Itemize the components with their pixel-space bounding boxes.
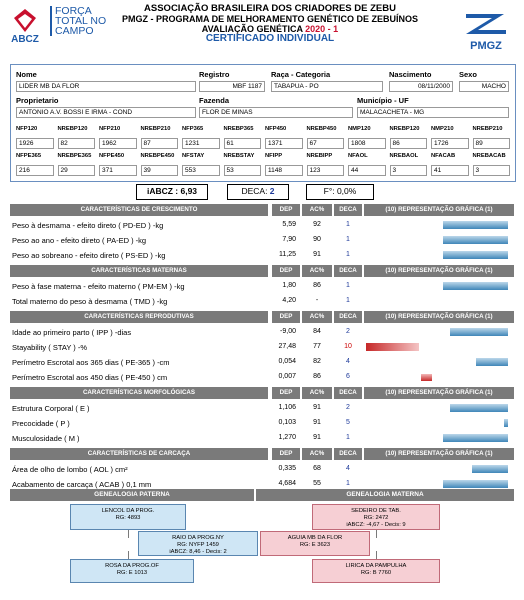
count-value: 82 [58, 138, 96, 149]
col-acc: AC% [302, 387, 332, 399]
col-deca: DECA [334, 387, 362, 399]
count-label: NREBACAB [472, 153, 506, 159]
value-proprietario: ANTONIO A.V. BOSSI E IRMA - COND [16, 107, 196, 118]
count-label: NFACAB [431, 153, 456, 159]
trait-acc: 68 [313, 465, 321, 472]
count-label: NFP450 [265, 126, 287, 132]
trait-bar [450, 404, 508, 412]
label-nascimento: Nascimento [389, 70, 432, 79]
trait-dep: 1,106 [278, 404, 296, 411]
trait-name: Peso ao ano - efeito direto ( PA-ED ) -kg [12, 236, 147, 245]
section-header: CARACTERÍSTICAS REPRODUTIVAS [10, 311, 268, 323]
count-label: NREBP120 [389, 126, 420, 132]
trait-name: Perímetro Escrotal aos 450 dias ( PE-450 ) cm [12, 373, 168, 382]
iabcz-box: iABCZ : 6,93 [136, 184, 208, 200]
deca-box: DECA: 2 [227, 184, 289, 200]
trait-name: Acabamento de carcaça ( ACAB ) 0,1 mm [12, 480, 152, 489]
trait-name: Idade ao primeiro parto ( IPP ) -dias [12, 328, 132, 337]
col-acc: AC% [302, 448, 332, 460]
count-label: NFSTAY [182, 153, 205, 159]
inbreeding-box: F°: 0,0% [306, 184, 374, 200]
trait-bar [421, 374, 432, 381]
trait-dep: 27,48 [278, 343, 296, 350]
count-label: NREBP120 [57, 126, 88, 132]
trait-acc: 91 [313, 404, 321, 411]
count-label: NFP365 [182, 126, 204, 132]
document-title [120, 4, 420, 44]
count-label: NFP210 [99, 126, 121, 132]
trait-deca: 1 [346, 480, 350, 487]
col-dep: DEP [272, 387, 300, 399]
trait-dep: 0,007 [278, 373, 296, 380]
paternal-grandsire: LENCOL DA PROG. RG: 4893 [70, 504, 186, 530]
trait-deca: 1 [346, 434, 350, 441]
trait-name: Peso à fase materna - efeito materno ( PM-EM ) -kg [12, 282, 185, 291]
trait-deca: 1 [346, 297, 350, 304]
slogan-line-1: FORÇA [55, 5, 92, 17]
count-value: 3 [390, 165, 428, 176]
trait-acc: 91 [313, 251, 321, 258]
count-value: 3 [473, 165, 511, 176]
pedigree-line [128, 551, 129, 559]
label-sexo: Sexo [459, 70, 477, 79]
count-label: NFPE365 [16, 153, 42, 159]
count-value: 1148 [265, 165, 303, 176]
trait-acc: - [315, 297, 319, 304]
section-header: CARACTERÍSTICAS DE CARCAÇA [10, 448, 268, 460]
label-nome: Nome [16, 70, 37, 79]
section-header: CARACTERÍSTICAS MORFOLÓGICAS [10, 387, 268, 399]
count-value: 41 [431, 165, 469, 176]
label-raca: Raça - Categoria [271, 70, 331, 79]
evaluation-year: 2020 - 1 [305, 24, 339, 34]
trait-bar [443, 282, 508, 290]
count-value: 61 [224, 138, 262, 149]
trait-dep: 4,684 [278, 480, 296, 487]
trait-dep: 7,90 [282, 236, 296, 243]
col-deca: DECA [334, 265, 362, 277]
trait-name: Stayability ( STAY ) -% [12, 343, 88, 352]
count-label: NFP120 [16, 126, 38, 132]
col-acc: AC% [302, 311, 332, 323]
label-fazenda: Fazenda [199, 96, 230, 105]
svg-text:ABCZ: ABCZ [11, 34, 39, 44]
col-acc: AC% [302, 265, 332, 277]
count-label: NREBIPP [306, 153, 333, 159]
trait-acc: 86 [313, 282, 321, 289]
trait-dep: 5,59 [282, 221, 296, 228]
animal-info-box [10, 64, 516, 182]
value-municipio: MALACACHETA - MG [357, 107, 509, 118]
col-graph: (10) REPRESENTAÇÃO GRÁFICA (1) [364, 265, 514, 277]
count-value: 29 [58, 165, 96, 176]
trait-bar [443, 236, 508, 244]
count-value: 371 [99, 165, 137, 176]
trait-name: Perímetro Escrotal aos 365 dias ( PE-365 ) -cm [12, 358, 170, 367]
trait-deca: 2 [346, 328, 350, 335]
count-label: NREBPE450 [140, 153, 175, 159]
count-label: NMP210 [431, 126, 454, 132]
count-label: NREBP210 [140, 126, 171, 132]
col-acc: AC% [302, 204, 332, 216]
trait-deca: 1 [346, 282, 350, 289]
trait-bar [443, 251, 508, 259]
col-deca: DECA [334, 448, 362, 460]
label-registro: Registro [199, 70, 230, 79]
col-graph: (10) REPRESENTAÇÃO GRÁFICA (1) [364, 204, 514, 216]
trait-acc: 84 [313, 328, 321, 335]
pmgz-emblem-icon [456, 8, 516, 52]
col-graph: (10) REPRESENTAÇÃO GRÁFICA (1) [364, 387, 514, 399]
trait-deca: 1 [346, 236, 350, 243]
slogan-line-2: TOTAL NO [55, 15, 107, 27]
col-dep: DEP [272, 265, 300, 277]
section-header: CARACTERÍSTICAS DE CRESCIMENTO [10, 204, 268, 216]
section-header: CARACTERÍSTICAS MATERNAS [10, 265, 268, 277]
svg-text:PMGZ: PMGZ [470, 40, 502, 52]
trait-deca: 10 [344, 343, 352, 350]
title-evaluation: AVALIAÇÃO GENÉTICA 2020 - 1 [201, 24, 339, 34]
trait-dep: -9,00 [280, 328, 296, 335]
value-nascimento: 08/11/2000 [389, 81, 453, 92]
count-value: 1808 [348, 138, 386, 149]
trait-acc: 90 [313, 236, 321, 243]
trait-acc: 82 [313, 358, 321, 365]
genealogy-materna-header: GENEALOGIA MATERNA [256, 489, 514, 501]
count-value: 67 [307, 138, 345, 149]
paternal-granddam: ROSA DA PROG.OF RG: E 1013 [70, 559, 194, 583]
value-raca: TABAPUA - PO [271, 81, 383, 92]
count-value: 39 [141, 165, 179, 176]
label-municipio: Município - UF [357, 96, 409, 105]
col-graph: (10) REPRESENTAÇÃO GRÁFICA (1) [364, 311, 514, 323]
pedigree-line [128, 530, 129, 538]
trait-bar [472, 465, 508, 473]
trait-bar [443, 434, 508, 442]
col-deca: DECA [334, 311, 362, 323]
trait-bar [504, 419, 508, 427]
pmgz-logo [456, 8, 516, 52]
trait-dep: 0,054 [278, 358, 296, 365]
col-dep: DEP [272, 204, 300, 216]
trait-name: Musculosidade ( M ) [12, 434, 80, 443]
trait-name: Peso à desmama - efeito direto ( PD-ED ) -kg [12, 221, 164, 230]
value-registro: MBF 1187 [199, 81, 265, 92]
count-value: 1231 [182, 138, 220, 149]
trait-deca: 4 [346, 465, 350, 472]
count-label: NREBPE365 [57, 153, 92, 159]
trait-dep: 1,80 [282, 282, 296, 289]
trait-bar [443, 480, 508, 488]
col-dep: DEP [272, 448, 300, 460]
trait-deca: 5 [346, 419, 350, 426]
value-fazenda: FLOR DE MINAS [199, 107, 353, 118]
count-value: 553 [182, 165, 220, 176]
count-label: NREBP210 [472, 126, 503, 132]
col-graph: (10) REPRESENTAÇÃO GRÁFICA (1) [364, 448, 514, 460]
pedigree-line [376, 530, 377, 538]
trait-name: Peso ao sobreano - efeito direto ( PS-ED ) -kg [12, 251, 166, 260]
count-value: 216 [16, 165, 54, 176]
count-value: 87 [141, 138, 179, 149]
trait-dep: 0,335 [278, 465, 296, 472]
value-nome: LIDER MB DA FLOR [16, 81, 196, 92]
count-label: NFPE450 [99, 153, 125, 159]
trait-dep: 4,20 [282, 297, 296, 304]
sire: RAIO DA PROG.NY RG: NYFP 1459 iABCZ: 8,46 - Decis: 2 [138, 531, 258, 556]
trait-bar [366, 343, 419, 351]
slogan-line-3: CAMPO [55, 25, 94, 37]
trait-acc: 91 [313, 419, 321, 426]
trait-deca: 1 [346, 251, 350, 258]
count-label: NMP120 [348, 126, 371, 132]
count-value: 1926 [16, 138, 54, 149]
count-value: 1726 [431, 138, 469, 149]
title-program: PMGZ - PROGRAMA DE MELHORAMENTO GENÉTICO DE ZEBUÍNOS [121, 14, 418, 24]
col-deca: DECA [334, 204, 362, 216]
trait-acc: 92 [313, 221, 321, 228]
dam: AGUIA MB DA FLOR RG: E 3623 [260, 531, 370, 556]
count-value: 53 [224, 165, 262, 176]
trait-bar [476, 358, 508, 366]
trait-acc: 55 [313, 480, 321, 487]
count-label: NREBP365 [223, 126, 254, 132]
count-value: 1371 [265, 138, 303, 149]
count-label: NREBP450 [306, 126, 337, 132]
trait-deca: 6 [346, 373, 350, 380]
trait-deca: 2 [346, 404, 350, 411]
col-dep: DEP [272, 311, 300, 323]
count-label: NREBSTAY [223, 153, 255, 159]
abcz-logo [6, 6, 44, 44]
trait-acc: 91 [313, 434, 321, 441]
trait-acc: 86 [313, 373, 321, 380]
value-sexo: MACHO [459, 81, 509, 92]
trait-name: Estrutura Corporal ( E ) [12, 404, 90, 413]
count-value: 86 [390, 138, 428, 149]
title-association: ASSOCIAÇÃO BRASILEIRA DOS CRIADORES DE ZEBU [144, 3, 396, 14]
count-label: NFIPP [265, 153, 283, 159]
trait-name: Total materno do peso à desmama ( TMD ) -kg [12, 297, 168, 306]
trait-bar [450, 328, 508, 336]
trait-dep: 1,270 [278, 434, 296, 441]
slogan [50, 6, 112, 36]
abcz-emblem-icon [6, 6, 44, 44]
title-certificate: CERTIFICADO INDIVIDUAL [205, 33, 335, 44]
trait-bar [443, 221, 508, 229]
label-proprietario: Proprietario [16, 96, 59, 105]
genealogy-paterna-header: GENEALOGIA PATERNA [10, 489, 254, 501]
trait-dep: 11,25 [279, 251, 296, 258]
trait-name: Área de olho de lombo ( AOL ) cm² [12, 465, 128, 474]
count-value: 89 [473, 138, 511, 149]
trait-deca: 1 [346, 221, 350, 228]
count-label: NFAOL [348, 153, 368, 159]
trait-name: Precocidade ( P ) [12, 419, 70, 428]
trait-deca: 4 [346, 358, 350, 365]
count-value: 123 [307, 165, 345, 176]
maternal-grandsire: SEDEIRO DE TAB. RG: 2472 iABCZ: -4,67 - Decis: 9 [312, 504, 440, 530]
trait-acc: 77 [313, 343, 321, 350]
trait-dep: 0,103 [278, 419, 296, 426]
pedigree-line [376, 551, 377, 559]
maternal-granddam: LIRICA DA PAMPULHA RG: B 7760 [312, 559, 440, 583]
count-value: 44 [348, 165, 386, 176]
deca-value: 2 [269, 186, 275, 196]
count-value: 1962 [99, 138, 137, 149]
count-label: NREBAOL [389, 153, 419, 159]
